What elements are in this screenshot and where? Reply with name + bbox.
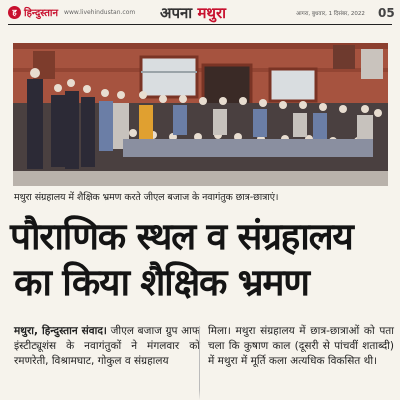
headline-line-2: का किया शैक्षिक भ्रमण [14, 261, 309, 304]
article-dateline: मथुरा, हिन्दुस्तान संवाद। [14, 325, 107, 337]
headline-line-1: पौराणिक स्थल व संग्रहालय [10, 215, 353, 258]
section-title [160, 3, 226, 23]
group-photo [13, 43, 388, 186]
newspaper-header [0, 0, 400, 28]
article-text-right: मिला। मथुरा संग्रहालय में छात्र-छात्राओं को पता चला कि कुषाण काल (दूसरी से पांचवीं शताब्दी) में मथुरा में मूर्ति कला अत्यधिक विकसित थी। [208, 325, 394, 367]
masthead-brand [8, 5, 135, 19]
section-city: मथुरा [197, 4, 227, 22]
section-prefix: अपना [160, 4, 193, 22]
brand-name: हिन्दुस्तान [24, 8, 59, 19]
article-text-left: जीएल बजाज ग्रुप आफ इंस्टीट्यूशंस के नवागंतुकों ने मंगलवार को रमणरेती, विश्रामघाट, गोकुल व संग्रहालय [14, 325, 201, 367]
brand-website: www.livehindustan.com [64, 8, 136, 16]
article-headline [10, 214, 395, 306]
header-rule [8, 24, 392, 25]
article-column-right [208, 324, 394, 369]
edition-date: आगरा, बुधवार, 1 दिसंबर, 2022 [296, 11, 365, 17]
column-divider [199, 326, 200, 400]
page-number: 05 [378, 6, 395, 20]
brand-logo-icon: ह [8, 6, 21, 19]
article-column-left [14, 324, 200, 369]
page-bottom-fade [0, 390, 400, 400]
photo-caption: मथुरा संग्रहालय में शैक्षिक भ्रमण करते जीएल बजाज के नवागंतुक छात्र-छात्राएं। [14, 192, 279, 203]
